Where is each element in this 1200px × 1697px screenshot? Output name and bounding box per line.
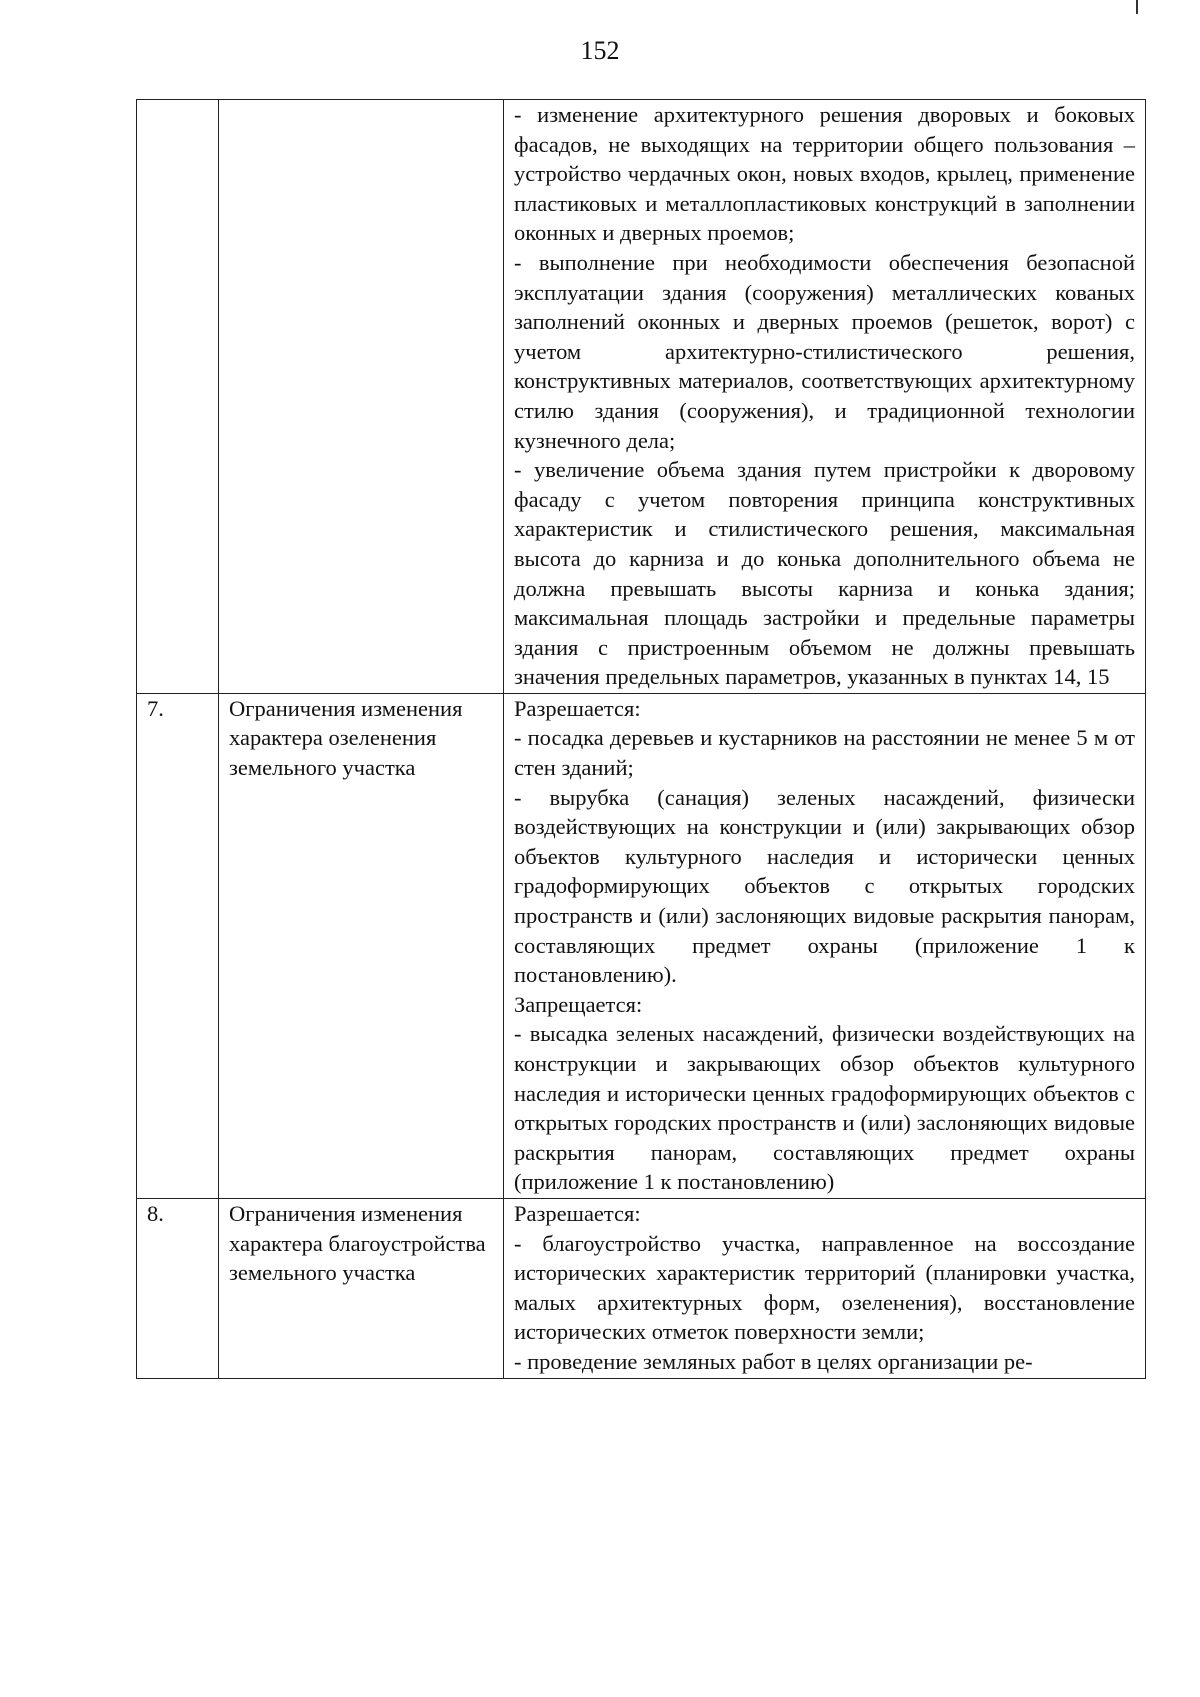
- paragraph: - посадка деревьев и кустарников на расстоянии не менее 5 м от стен зданий;: [514, 725, 1135, 781]
- row-name-cell: [219, 693, 504, 1198]
- table-row: [137, 1198, 1146, 1378]
- row-text-cell: [504, 693, 1146, 1198]
- row-number-cell: 8.: [137, 1198, 219, 1378]
- row-title: Ограничения изменения характера благоустройства земельного участка: [229, 1200, 486, 1286]
- scan-mark: [1136, 0, 1138, 14]
- paragraph: Разрешается:: [514, 1200, 641, 1226]
- row-text-cell: [504, 100, 1146, 694]
- row-number-cell: [137, 100, 219, 694]
- paragraph: - проведение земляных работ в целях организации ре-: [514, 1348, 1033, 1374]
- row-name-cell: [219, 1198, 504, 1378]
- paragraph: - вырубка (санация) зеленых насаждений, физически воздействующих на конструкции и (или) закрывающих обзор объектов культурного наследия и исторически ценных градоформирующих объектов с открытых городских пространств и (или) заслоняющих видовые раскрытия панорам, составляющих предмет охраны (приложение 1 к постановлению).: [514, 784, 1135, 988]
- regulations-table: [136, 99, 1146, 1379]
- paragraph: - благоустройство участка, направленное на воссоздание исторических характеристик территорий (планировки участка, малых архитектурных форм, озеленения), восстановление исторических отметок поверхности земли;: [514, 1230, 1135, 1345]
- row-number-cell: 7.: [137, 693, 219, 1198]
- row-name-cell: [219, 100, 504, 694]
- paragraph: Разрешается:: [514, 695, 641, 721]
- row-title: Ограничения изменения характера озеленения земельного участка: [229, 695, 463, 781]
- table-row: [137, 693, 1146, 1198]
- paragraph: - изменение архитектурного решения дворовых и боковых фасадов, не выходящих на территории общего пользования – устройство чердачных окон, новых входов, крылец, применение пластиковых и металлопластиковых конструкций в заполнении оконных и дверных проемов;: [514, 102, 1135, 246]
- page-number: 152: [580, 36, 620, 65]
- paragraph: Запрещается:: [514, 991, 643, 1017]
- row-text-cell: [504, 1198, 1146, 1378]
- paragraph: - высадка зеленых насаждений, физически воздействующих на конструкции и закрывающих обзор объектов культурного наследия и исторически ценных градоформирующих объектов с открытых городских пространств и (или) заслоняющих видовые раскрытия панорам, составляющих предмет охраны (приложение 1 к постановлению): [514, 1021, 1135, 1195]
- table-row: [137, 100, 1146, 694]
- paragraph: - увеличение объема здания путем пристройки к дворовому фасаду с учетом повторения принципа конструктивных характеристик и стилистического решения, максимальная высота до карниза и до конька дополнительного объема не должна превышать высоты карниза и конька здания; максимальная площадь застройки и предельные параметры здания с пристроенным объемом не должны превышать значения предельных параметров, указанных в пунктах 14, 15: [514, 457, 1135, 690]
- paragraph: - выполнение при необходимости обеспечения безопасной эксплуатации здания (сооружения) металлических кованых заполнений оконных и дверных проемов (решеток, ворот) с учетом архитектурно-стилистического решения, конструктивных материалов, соответствующих архитектурному стилю здания (сооружения), и традиционной технологии кузнечного дела;: [514, 249, 1135, 453]
